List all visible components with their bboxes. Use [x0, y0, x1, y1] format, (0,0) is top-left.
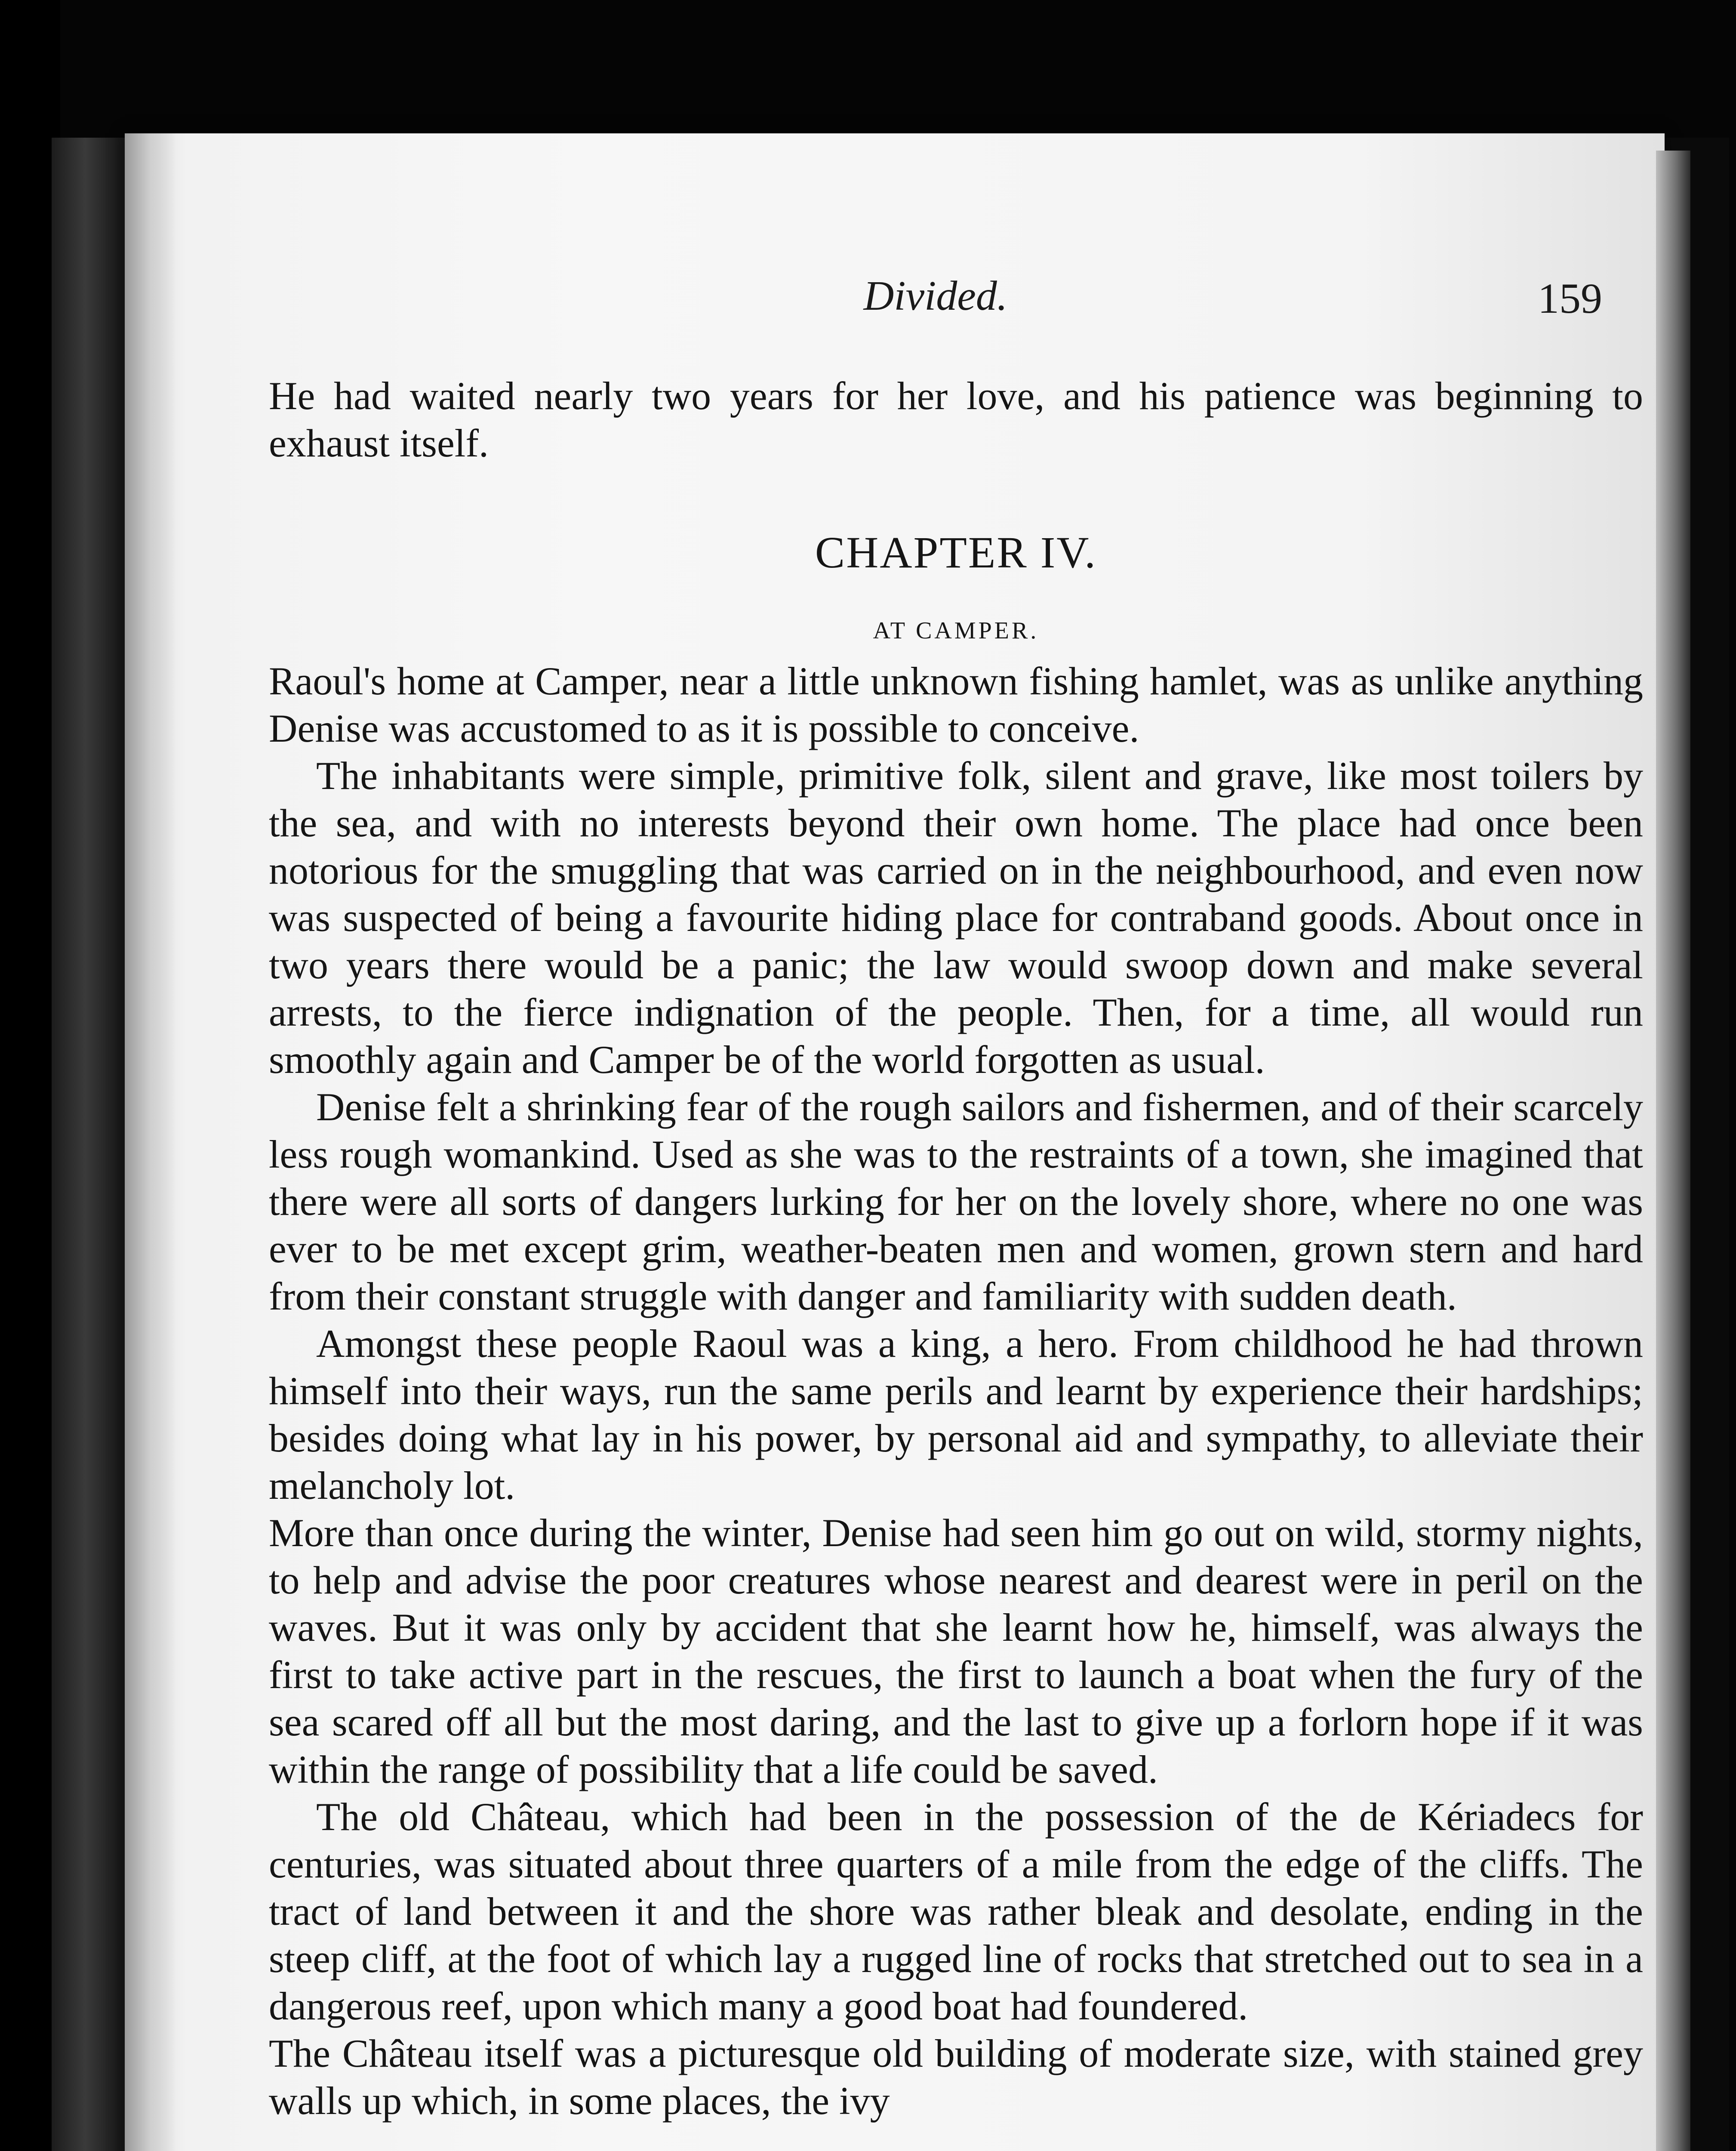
page-number: 159: [1538, 274, 1602, 322]
paragraph: The old Château, which had been in the possession of the de Kériadecs for centuries, was situated about three quarters of a mile from the edge of the cliffs. The tract of land between it and the shore was rather bleak and desolate, ending in the steep cliff, at the foot of which lay a rugged line of rocks that stretched out to sea in a dangerous reef, upon which many a good boat had foundered.: [269, 1795, 1643, 2028]
book-page: [125, 133, 1665, 2151]
scan-frame-left: [0, 0, 60, 2151]
paragraph: The inhabitants were simple, primitive folk, silent and grave, like most toilers by the sea, and with no interests beyond their own home. The place had once been notorious for the smuggling that was carried on in the neighbourhood, and even now was suspected of being a favourite hiding place for contraband goods. About once in two years there would be a panic; the law would swoop down and make several arrests, to the fierce indignation of the people. Then, for a time, all would run smoothly again and Camper be of the world forgotten as usual.: [269, 754, 1643, 1082]
paragraph: Amongst these people Raoul was a king, a hero. From childhood he had thrown himself into their ways, run the same perils and learnt by experience their hardships; besides doing what lay in his power, by personal aid and sympathy, to alleviate their melancholy lot.: [269, 1322, 1643, 1507]
paragraph: Raoul's home at Camper, near a little unknown fishing hamlet, was as unlike anything Denise was accustomed to as it is possible to conceive.: [269, 659, 1643, 750]
body-text: [269, 372, 1643, 2124]
chapter-subtitle: AT CAMPER.: [873, 617, 1039, 644]
chapter-title: CHAPTER IV.: [815, 528, 1097, 577]
paragraph: The Château itself was a picturesque old building of moderate size, with stained grey walls up which, in some places, the ivy: [269, 2031, 1643, 2123]
opening-paragraph: He had waited nearly two years for her love, and his patience was beginning to exhaust itself.: [269, 374, 1643, 465]
page-gutter-shadow: [125, 133, 176, 2151]
running-title: Divided.: [863, 273, 1008, 319]
paragraph: Denise felt a shrinking fear of the rough sailors and fishermen, and of their scarcely less rough womankind. Used as she was to the restraints of a town, she imagined that there were all sorts of dangers lurking for her on the lovely shore, where no one was ever to be met except grim, weather-beaten men and women, grown stern and hard from their constant struggle with danger and familiarity with sudden death.: [269, 1085, 1643, 1318]
paragraph: More than once during the winter, Denise had seen him go out on wild, stormy nights, to help and advise the poor creatures whose nearest and dearest were in peril on the waves. But it was only by accident that she learnt how he, himself, was always the first to take active part in the rescues, the first to launch a boat when the fury of the sea scared off all but the most daring, and the last to give up a forlorn hope if it was within the range of possibility that a life could be saved.: [269, 1511, 1643, 1791]
page-edge: [1656, 151, 1690, 2151]
running-head: [269, 272, 1602, 341]
